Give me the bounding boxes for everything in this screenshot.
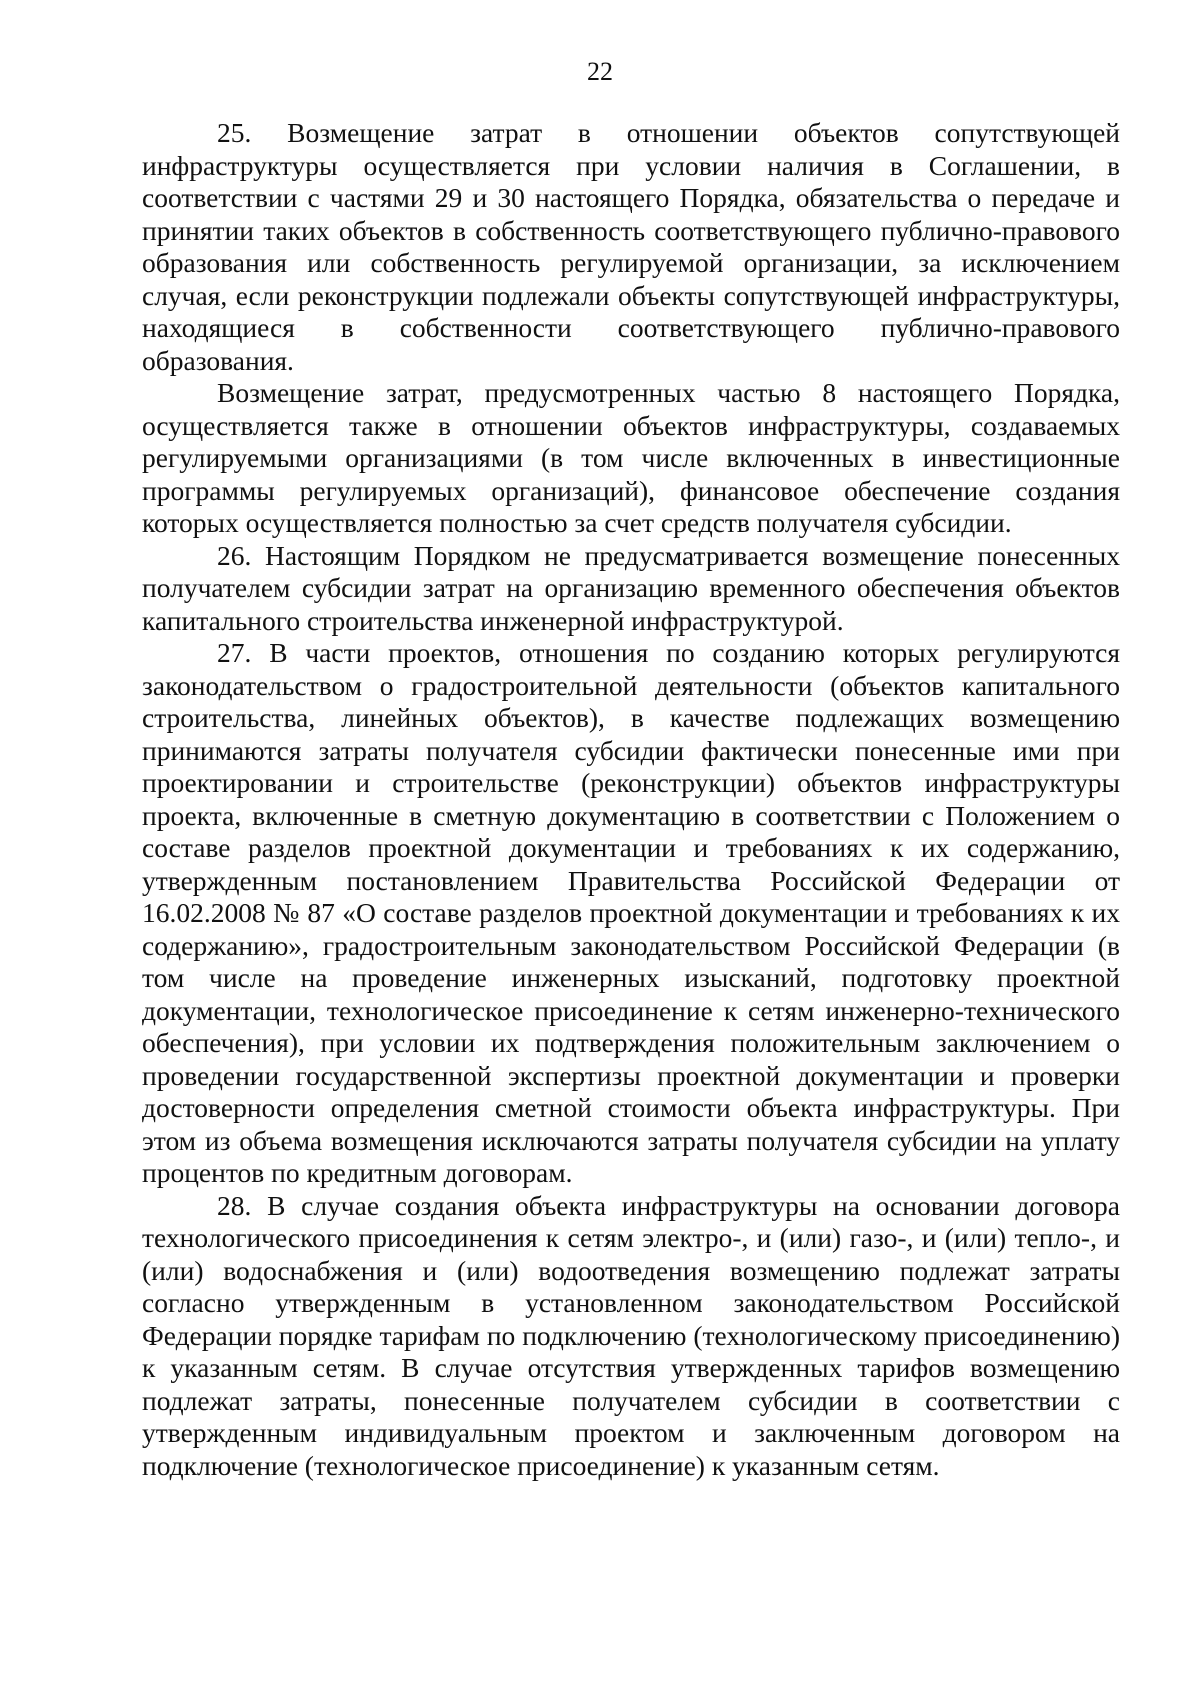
page-number: 22 [587,57,613,86]
paragraph-27: 27. В части проектов, отношения по созданию которых регулируются законодательством о градостроительной деятельности (объектов капитального строительства, линейных объектов), в качестве подлежащих возмещению принимаются затраты получателя субсидии фактически понесенные ими при проектировании и строительстве (реконструкции) объектов инфраструктуры проекта, включенные в сметную документацию в соответствии с Положением о составе разделов проектной документации и требованиях к их содержанию, утвержденным постановлением Правительства Российской Федерации от 16.02.2008 № 87 «О составе разделов проектной документации и требованиях к их содержанию», градостроительным законодательством Российской Федерации (в том числе на проведение инженерных изысканий, подготовку проектной документации, технологическое присоединение к сетям инженерно-технического обеспечения), при условии их подтверждения положительным заключением о проведении государственной экспертизы проектной документации и проверки достоверности определения сметной стоимости объекта инфраструктуры. При этом из объема возмещения исключаются затраты получателя субсидии на уплату процентов по кредитным договорам. [142,637,1120,1188]
paragraph-25-continuation: Возмещение затрат, предусмотренных частью 8 настоящего Порядка, осуществляется также в отношении объектов инфраструктуры, создаваемых регулируемыми организациями (в том числе включенных в инвестиционные программы регулируемых организаций), финансовое обеспечение создания которых осуществляется полностью за счет средств получателя субсидии. [142,377,1120,538]
document-body [142,117,1120,1482]
paragraph-26: 26. Настоящим Порядком не предусматривается возмещение понесенных получателем субсидии затрат на организацию временного обеспечения объектов капитального строительства инженерной инфраструктурой. [142,539,1120,636]
paragraph-25: 25. Возмещение затрат в отношении объектов сопутствующей инфраструктуры осуществляется при условии наличия в Соглашении, в соответствии с частями 29 и 30 настоящего Порядка, обязательства о передаче и принятии таких объектов в собственность соответствующего публично-правового образования или собственность регулируемой организации, за исключением случая, если реконструкции подлежали объекты сопутствующей инфраструктуры, находящиеся в собственности соответствующего публично-правового образования. [142,117,1120,376]
paragraph-28: 28. В случае создания объекта инфраструктуры на основании договора технологического присоединения к сетям электро-, и (или) газо-, и (или) тепло-, и (или) водоснабжения и (или) водоотведения возмещению подлежат затраты согласно утвержденным в установленном законодательством Российской Федерации порядке тарифам по подключению (технологическому присоединению) к указанным сетям. В случае отсутствия утвержденных тарифов возмещению подлежат затраты, понесенные получателем субсидии в соответствии с утвержденным индивидуальным проектом и заключенным договором на подключение (технологическое присоединение) к указанным сетям. [142,1189,1120,1481]
